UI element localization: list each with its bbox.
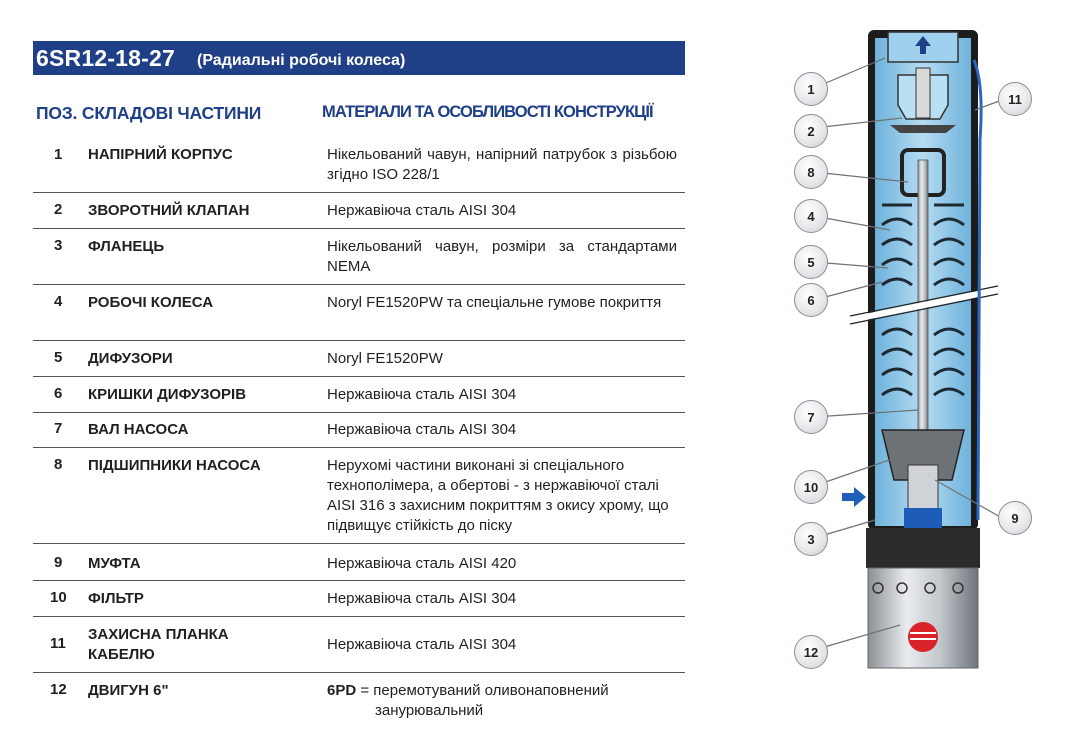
row-material: Нержавіюча сталь AISI 304 — [327, 636, 517, 653]
row-part: ДИФУЗОРИ — [88, 350, 173, 367]
row-part: ВАЛ НАСОСА — [88, 421, 189, 438]
table-row — [33, 420, 685, 448]
table-row — [33, 589, 685, 617]
row-number: 3 — [54, 237, 63, 254]
table-row — [33, 293, 685, 341]
row-material: Нержавіюча сталь AISI 304 — [327, 590, 517, 607]
motor-desc-line2: занурювальний — [375, 702, 484, 719]
row-number: 1 — [54, 146, 63, 163]
table-row — [33, 456, 685, 544]
callout-9: 9 — [998, 501, 1032, 535]
row-part: ПІДШИПНИКИ НАСОСА — [88, 457, 261, 474]
row-part: ФІЛЬТР — [88, 590, 144, 607]
row-part: ДВИГУН 6" — [88, 682, 169, 699]
callout-8: 8 — [794, 155, 828, 189]
row-number: 5 — [54, 349, 63, 366]
callout-10: 10 — [794, 470, 828, 504]
table-row — [33, 349, 685, 377]
row-number: 11 — [50, 635, 66, 652]
callout-4: 4 — [794, 199, 828, 233]
callout-7: 7 — [794, 400, 828, 434]
row-part: ЗВОРОТНИЙ КЛАПАН — [88, 202, 250, 219]
callout-2: 2 — [794, 114, 828, 148]
pump-cutaway-diagram — [770, 20, 1060, 680]
motor-equals: = — [356, 682, 374, 699]
row-number: 8 — [54, 456, 63, 473]
callout-12: 12 — [794, 635, 828, 669]
row-material: Нікельований чавун, розміри за стандартами NEMA — [327, 238, 677, 275]
table-row — [33, 681, 685, 725]
row-material: Нержавіюча сталь AISI 304 — [327, 202, 517, 219]
callout-6: 6 — [794, 283, 828, 317]
row-material: Нержавіюча сталь AISI 420 — [327, 555, 517, 572]
motor-desc: перемотуваний оливонаповнений — [373, 682, 609, 699]
row-number: 6 — [54, 385, 63, 402]
model-title: 6SR12-18-27 — [36, 44, 176, 71]
row-material: Нержавіюча сталь AISI 304 — [327, 421, 517, 438]
callout-11: 11 — [998, 82, 1032, 116]
row-part: РОБОЧІ КОЛЕСА — [88, 294, 214, 311]
row-number: 2 — [54, 201, 63, 218]
table-row — [33, 237, 685, 285]
row-material — [327, 681, 677, 721]
table-row — [33, 201, 685, 229]
row-part: ФЛАНЕЦЬ — [88, 238, 165, 255]
row-material: Noryl FE1520PW — [327, 350, 443, 367]
callout-5: 5 — [794, 245, 828, 279]
row-number: 9 — [54, 554, 63, 571]
table-row — [33, 145, 685, 193]
callout-3: 3 — [794, 522, 828, 556]
row-part: МУФТА — [88, 555, 141, 572]
motor-code: 6PD — [327, 682, 357, 699]
callout-1: 1 — [794, 72, 828, 106]
row-material: Noryl FE1520PW та спеціальне гумове покриття — [327, 294, 662, 311]
row-number: 12 — [50, 681, 67, 698]
header-parts: ПОЗ. СКЛАДОВІ ЧАСТИНИ — [36, 103, 262, 123]
row-number: 7 — [54, 420, 63, 437]
table-row — [33, 554, 685, 581]
row-part: КРИШКИ ДИФУЗОРІВ — [88, 386, 247, 403]
title-bar — [33, 41, 685, 75]
table-row — [33, 625, 685, 673]
row-material: Нерухомі частини виконані зі спеціального технополімера, а обертові - з нержавіючої сталі AISI 316 з захисним покриттям з окису хрому, що підвищує стійкість до піску — [327, 457, 669, 534]
table-row — [33, 385, 685, 413]
header-materials: МАТЕРІАЛИ ТА ОСОБЛИВОСТІ КОНСТРУКЦІЇ — [322, 103, 653, 121]
row-material: Нікельований чавун, напірний патрубок з різьбою згідно ISO 228/1 — [327, 146, 677, 183]
row-material: Нержавіюча сталь AISI 304 — [327, 386, 517, 403]
row-number: 10 — [50, 589, 67, 606]
row-part: НАПІРНИЙ КОРПУС — [88, 146, 233, 163]
row-number: 4 — [54, 293, 63, 310]
row-part: ЗАХИСНА ПЛАНКА КАБЕЛЮ — [88, 626, 229, 663]
model-subtitle: (Радиальні робочі колеса) — [197, 52, 406, 69]
